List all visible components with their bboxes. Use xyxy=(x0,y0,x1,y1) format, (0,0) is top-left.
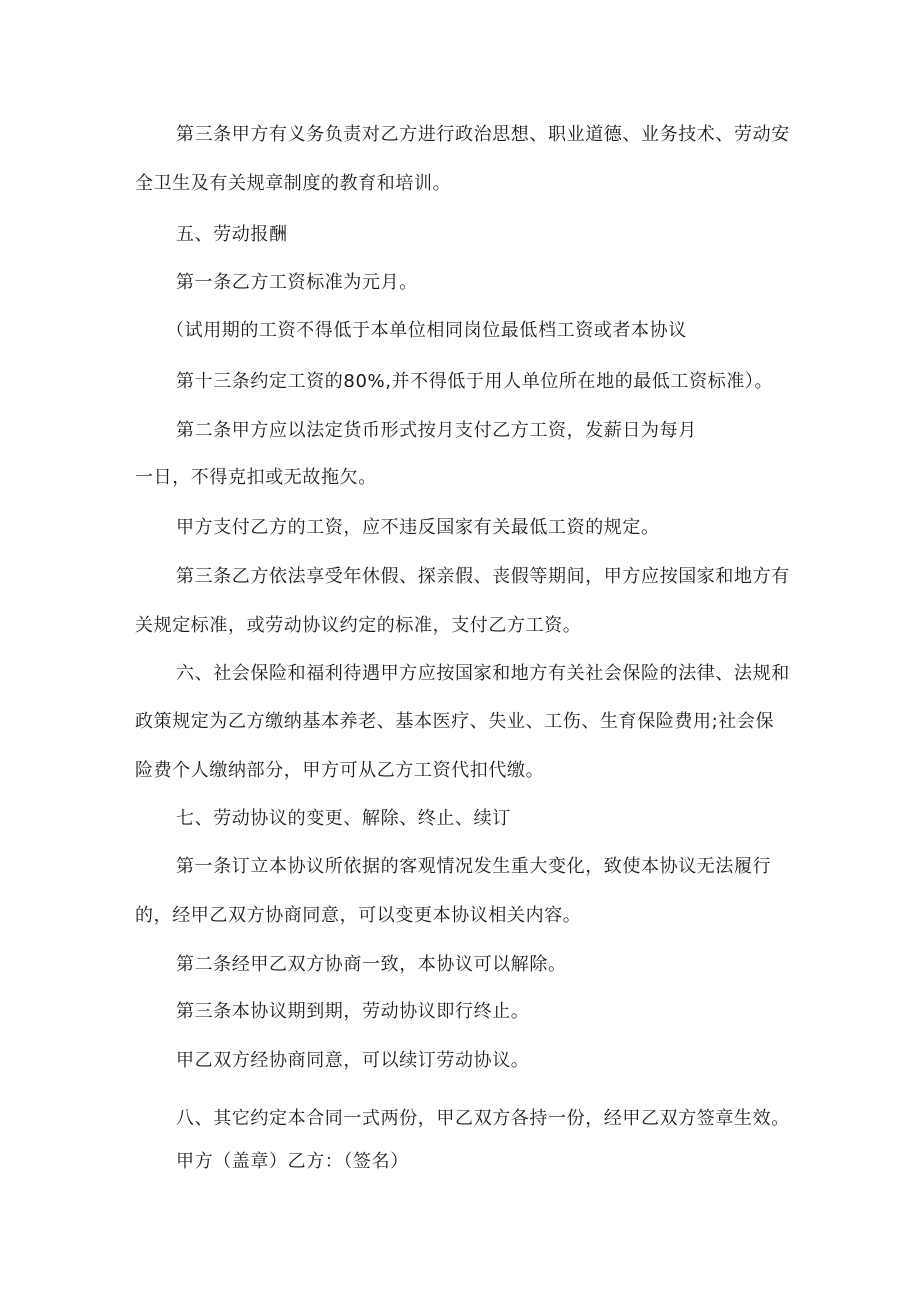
text-line: 甲方支付乙方的工资，应不违反国家有关最低工资的规定。 xyxy=(176,517,660,538)
text-line: （试用期的工资不得低于本单位相同岗位最低档工资或者本协议 xyxy=(166,320,687,341)
text-line: 第三条本协议期到期，劳动协议即行终止。 xyxy=(176,1001,530,1022)
section-heading: 八、其它约定本合同一式两份，甲乙双方各持一份，经甲乙双方签章生效。 xyxy=(176,1108,790,1129)
section-heading: 五、劳动报酬 xyxy=(176,224,288,245)
text-line: 险费个人缴纳部分，甲方可从乙方工资代扣代缴。 xyxy=(135,760,545,781)
section-heading: 七、劳动协议的变更、解除、终止、续订 xyxy=(176,808,511,829)
text-line: 第二条经甲乙双方协商一致，本协议可以解除。 xyxy=(176,954,567,975)
text-line: 第一条订立本协议所依据的客观情况发生重大变化，致使本协议无法履行 xyxy=(176,856,772,877)
signature-line: 甲方（盖章）乙方：（签名） xyxy=(176,1151,409,1172)
text-line: 一日，不得克扣或无故拖欠。 xyxy=(135,467,377,488)
text-line: 甲乙双方经协商同意，可以续订劳动协议。 xyxy=(176,1050,530,1071)
text-line: 的，经甲乙双方协商同意，可以变更本协议相关内容。 xyxy=(135,905,582,926)
text-line: 第三条乙方依法享受年休假、探亲假、丧假等期间，甲方应按国家和地方有 xyxy=(176,566,790,587)
text-line: 政策规定为乙方缴纳基本养老、基本医疗、失业、工伤、生育保险费用;社会保 xyxy=(135,711,775,732)
text-line: 第一条乙方工资标准为元月。 xyxy=(176,272,418,293)
section-heading: 六、社会保险和福利待遇甲方应按国家和地方有关社会保险的法律、法规和 xyxy=(176,663,790,684)
text-line: 第二条甲方应以法定货币形式按月支付乙方工资，发薪日为每月 xyxy=(176,420,697,441)
text-line: 关规定标准，或劳动协议约定的标准，支付乙方工资。 xyxy=(135,615,582,636)
text-line: 第三条甲方有义务负责对乙方进行政治思想、职业道德、业务技术、劳动安 xyxy=(176,124,790,145)
text-line: 第十三条约定工资的80%,并不得低于用人单位所在地的最低工资标准）。 xyxy=(176,371,774,392)
text-line: 全卫生及有关规章制度的教育和培训。 xyxy=(135,173,452,194)
